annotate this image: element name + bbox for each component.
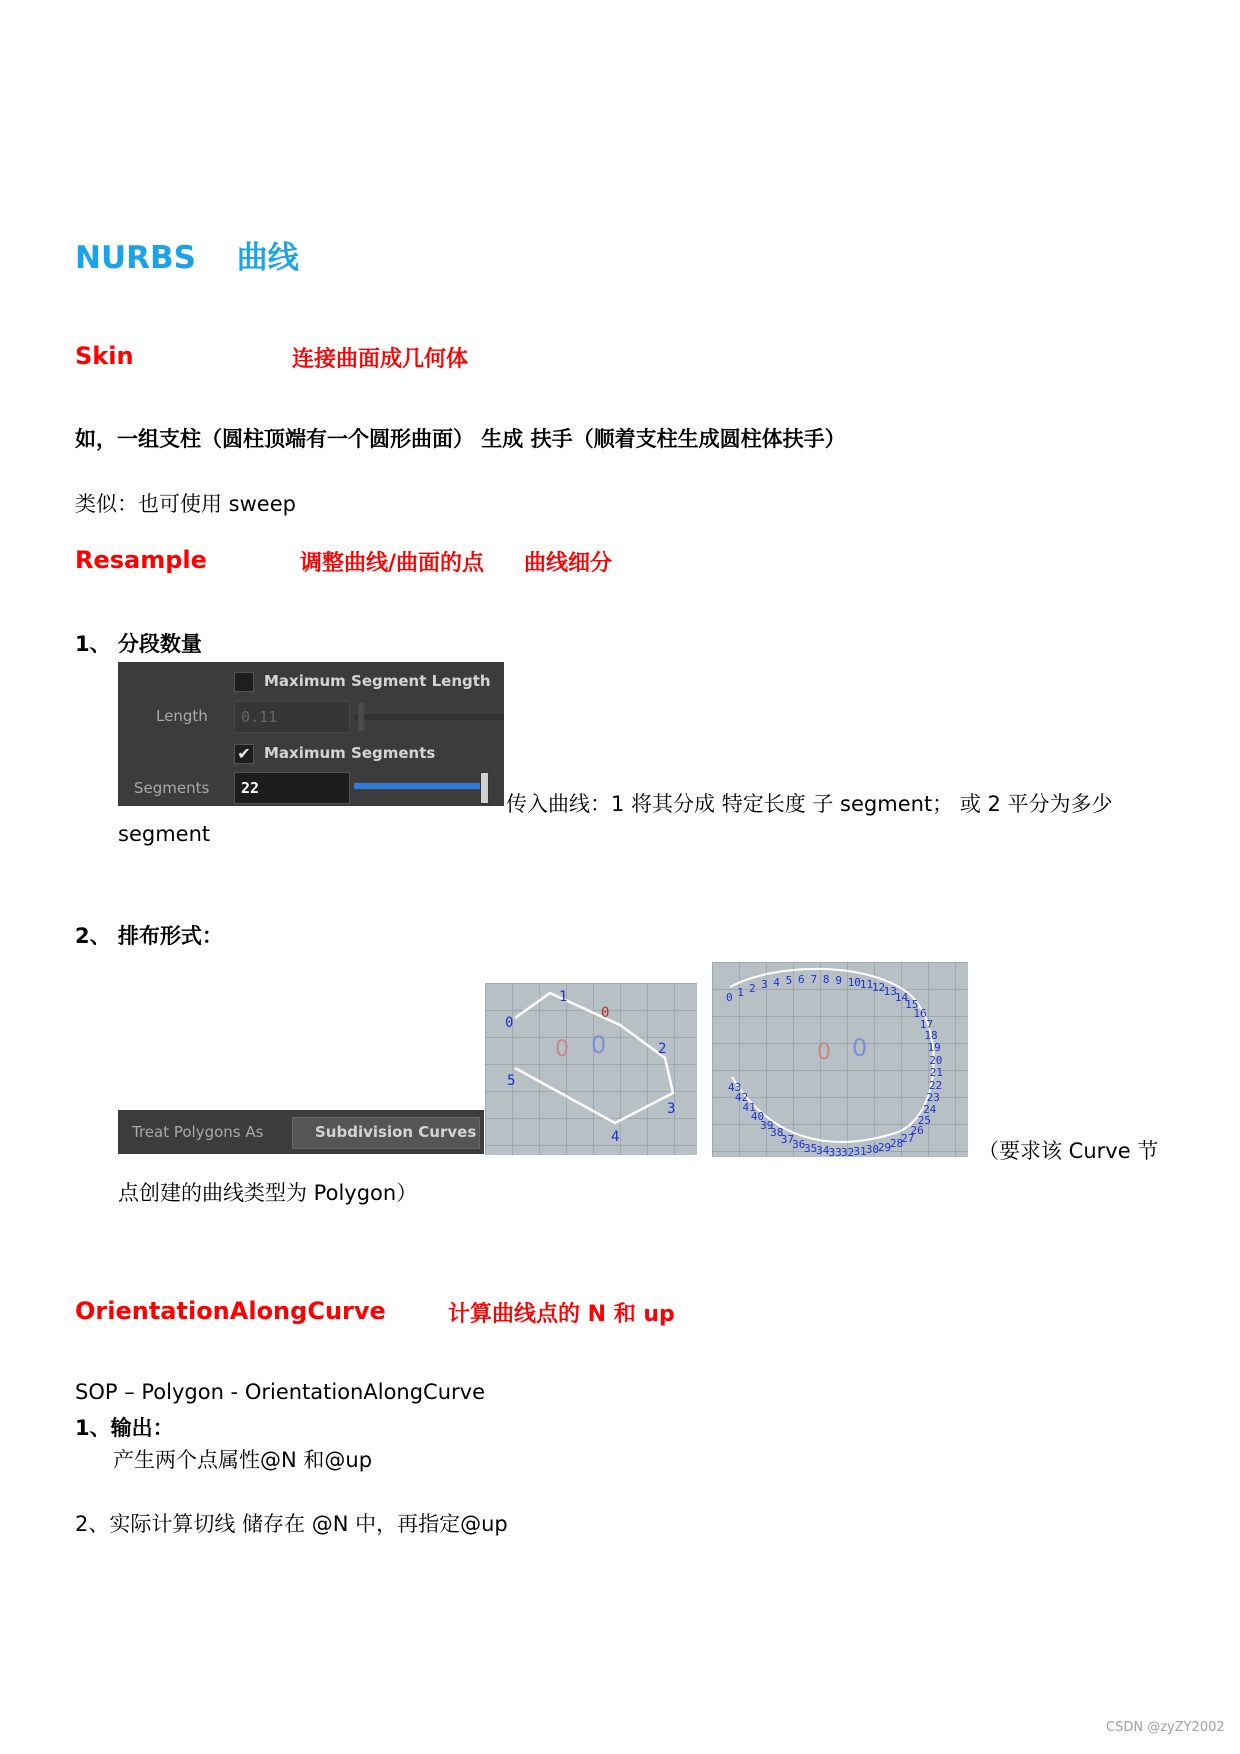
viewport-subdivided [712,962,968,1157]
vp2-point-label: 27 [901,1132,915,1146]
vp1-center-b: 0 [591,1031,607,1059]
vp2-point-label: 37 [780,1132,795,1146]
skin-heading: Skin [75,342,134,370]
vp1-point-4: 4 [611,1129,620,1145]
vp2-point-label: 36 [792,1137,806,1151]
resample-desc: 调整曲线/曲面的点 [300,551,485,576]
orient-heading: OrientationAlongCurve [75,1297,386,1325]
vp2-point-label: 26 [910,1124,924,1138]
segments-slider-fill [354,783,486,789]
vp2-point-label: 7 [810,972,818,986]
vp2-point-label: 30 [865,1143,879,1157]
vp2-point-label: 18 [924,1029,938,1043]
vp1-point-2: 2 [658,1041,667,1057]
vp2-center-b: 0 [852,1034,868,1062]
vp2-point-label: 21 [929,1066,943,1080]
length-label: Length [156,707,208,725]
treat-polygons-panel [118,1110,484,1154]
polygon-curve-svg [485,983,697,1155]
vp2-point-label: 2 [749,981,756,995]
vp2-point-label: 33 [828,1145,842,1157]
length-field[interactable] [234,701,350,733]
length-slider-handle[interactable] [358,703,364,731]
treat-polygons-dropdown[interactable] [292,1117,480,1149]
vp2-point-label: 5 [785,974,793,988]
vp2-point-label: 39 [760,1118,774,1132]
vp2-point-label: 3 [761,978,768,992]
vp2-point-label: 4 [773,976,780,990]
vp2-point-label: 35 [803,1141,818,1155]
vp2-point-label: 12 [871,981,886,995]
vp2-point-label: 40 [750,1110,765,1124]
vp2-point-label: 11 [859,977,874,991]
segments-slider-handle[interactable] [480,772,489,804]
vp1-point-0: 0 [505,1015,514,1031]
max-segments-label: Maximum Segments [264,744,436,762]
vp2-point-label: 25 [917,1114,932,1128]
resample-desc2: 曲线细分 [524,551,613,576]
orient-item1: 1、输出： [75,1416,174,1440]
max-seg-length-label: Maximum Segment Length [264,672,491,690]
vp2-point-label: 0 [726,991,733,1004]
vp2-point-label: 28 [889,1137,904,1151]
skin-line1: 如，一组支柱（圆柱顶端有一个圆形曲面） 生成 扶手（顺着支柱生成圆柱体扶手） [75,427,846,451]
vp2-point-label: 43 [728,1081,742,1094]
vp2-point-label: 15 [905,997,919,1011]
vp1-point-1: 1 [559,989,568,1005]
title-en: NURBS [75,240,196,276]
vp2-point-label: 38 [770,1126,784,1140]
vp2-center-a: 0 [817,1040,831,1065]
vp2-point-label: 32 [840,1145,855,1157]
vp2-point-label: 20 [929,1053,943,1067]
vp2-point-label: 23 [926,1090,940,1104]
vp2-point-label: 1 [737,985,744,999]
title-cn: 曲线 [236,240,299,276]
vp1-point-3: 3 [667,1101,676,1117]
treat-polygons-label: Treat Polygons As [132,1123,264,1141]
orient-desc: 计算曲线点的 N 和 up [448,1302,675,1327]
vp2-point-label: 17 [919,1017,933,1031]
resample-item2-label: 2、 排布形式： [75,924,223,948]
watermark: CSDN @zyZY2002 [1106,1720,1225,1735]
orient-item2: 2、实际计算切线 储存在 @N 中，再指定@up [75,1512,508,1536]
skin-desc: 连接曲面成几何体 [292,347,469,372]
max-seg-length-checkbox[interactable] [234,672,254,692]
vp2-point-label: 10 [847,975,861,989]
vp2-point-label: 16 [913,1007,927,1021]
resample-item1-text-b: segment [118,822,211,846]
vp2-point-label: 14 [894,990,909,1004]
segments-field[interactable] [234,772,350,804]
vp1-point-0b: 0 [601,1005,610,1021]
vp1-point-5: 5 [507,1073,516,1089]
orient-path: SOP – Polygon - OrientationAlongCurve [75,1380,486,1404]
length-value: 0.11 [241,708,278,726]
resample-item1-text: 传入曲线：1 将其分成 特定长度 子 segment； 或 2 平分为多少 [506,792,1113,816]
resample-item2-text-b: 点创建的曲线类型为 Polygon） [118,1181,418,1205]
page-title [75,232,299,277]
treat-polygons-value: Subdivision Curves [315,1123,477,1141]
vp2-point-label: 41 [742,1101,756,1115]
vp2-point-label: 6 [798,973,805,987]
vp2-point-label: 8 [822,973,830,987]
vp2-point-label: 34 [816,1144,830,1157]
length-slider-track [354,714,504,720]
viewport-polygon [485,983,697,1155]
resample-item1-label: 1、 分段数量 [75,632,202,656]
vp2-point-label: 22 [928,1078,943,1092]
resample-item2-text: （要求该 Curve 节 [978,1139,1159,1163]
skin-line2: 类似：也可使用 sweep [75,492,296,516]
segments-label: Segments [134,779,210,797]
max-segments-checkbox[interactable]: ✔ [234,744,254,764]
resample-param-panel [118,662,504,806]
vp2-point-label: 31 [853,1145,867,1157]
orient-item1-detail: 产生两个点属性@N 和@up [113,1448,373,1472]
vp2-point-label: 13 [883,985,897,999]
vp2-point-label: 19 [927,1041,941,1055]
segments-value: 22 [241,779,260,797]
vp2-point-label: 29 [877,1140,892,1154]
vp2-point-label: 9 [835,973,842,987]
vp1-center-a: 0 [555,1037,569,1062]
resample-heading: Resample [75,546,207,574]
vp2-point-label: 24 [923,1102,937,1116]
vp2-point-label: 42 [734,1091,749,1105]
